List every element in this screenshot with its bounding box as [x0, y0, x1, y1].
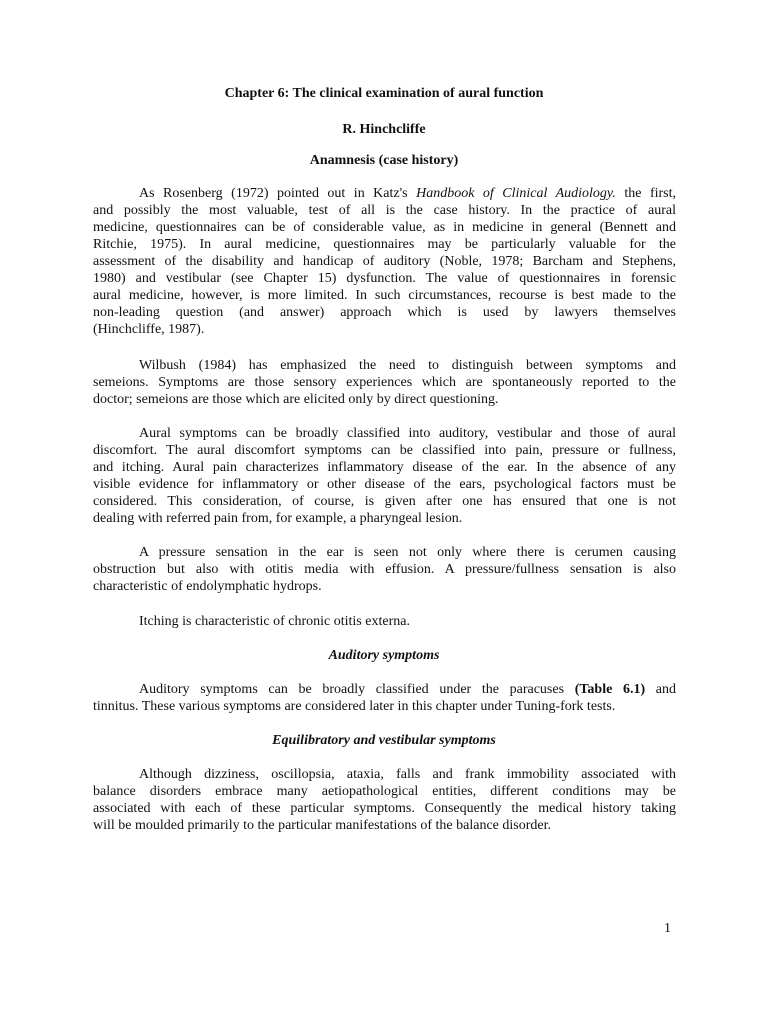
paragraph-2-line-2: semeions. Symptoms are those sensory experiences which are spontaneously reported to the — [93, 375, 676, 390]
paragraph-3-line-2: discomfort. The aural discomfort symptoms can be classified into pain, pressure or fullness, — [93, 443, 676, 458]
paragraph-7-line-4: will be moulded primarily to the particular manifestations of the balance disorder. — [93, 818, 551, 833]
paragraph-7 — [93, 766, 676, 834]
paragraph-3-line-6: dealing with referred pain from, for example, a pharyngeal lesion. — [93, 511, 463, 526]
paragraph-2 — [93, 357, 676, 408]
paragraph-3-line-5: considered. This consideration, of course, is given after one has ensured that one is not — [93, 494, 676, 509]
author-name: R. Hinchcliffe — [342, 122, 426, 137]
book-title: Handbook of Clinical Audiology. — [416, 186, 616, 201]
paragraph-7-line-2: balance disorders embrace many aetiopathological entities, different conditions may be — [93, 784, 676, 799]
paragraph-1-line-1: As Rosenberg (1972) pointed out in Katz's Handbook of Clinical Audiology. the first, — [139, 186, 676, 201]
paragraph-7-line-3: associated with each of these particular symptoms. Consequently the medical history taking — [93, 801, 676, 816]
paragraph-3 — [93, 425, 676, 527]
paragraph-5: Itching is characteristic of chronic otitis externa. — [139, 614, 410, 629]
paragraph-1-line-7: aural medicine, however, is more limited. In such circumstances, recourse is best made to the — [93, 288, 676, 303]
section-heading-auditory: Auditory symptoms — [328, 648, 440, 663]
paragraph-4-line-1: A pressure sensation in the ear is seen not only where there is cerumen causing — [139, 545, 676, 560]
paragraph-1 — [93, 185, 676, 338]
paragraph-4 — [93, 544, 676, 595]
table-reference: (Table 6.1) — [574, 682, 646, 697]
paragraph-1-line-8: non-leading question (and answer) approach which is used by lawyers themselves — [93, 305, 676, 320]
section-heading-equilibratory: Equilibratory and vestibular symptoms — [272, 733, 496, 748]
section-heading-anamnesis: Anamnesis (case history) — [309, 153, 459, 168]
paragraph-1-line-9: (Hinchcliffe, 1987). — [93, 322, 205, 337]
paragraph-6-line-1: Auditory symptoms can be broadly classified under the paracuses (Table 6.1) and — [139, 682, 676, 697]
paragraph-6-line-2: tinnitus. These various symptoms are considered later in this chapter under Tuning-fork tests. — [93, 699, 616, 714]
paragraph-1-line-4: Ritchie, 1975). In aural medicine, questionnaires may be particularly valuable for the — [93, 237, 676, 252]
paragraph-2-line-3: doctor; semeions are those which are elicited only by direct questioning. — [93, 392, 499, 407]
paragraph-3-line-3: and itching. Aural pain characterizes inflammatory disease of the ear. In the absence of any — [93, 460, 676, 475]
paragraph-1-line-2: and possibly the most valuable, test of all is the case history. In the practice of aural — [93, 203, 676, 218]
paragraph-4-line-3: characteristic of endolymphatic hydrops. — [93, 579, 322, 594]
paragraph-1-line-6: 1980) and vestibular (see Chapter 15) dysfunction. The value of questionnaires in forensic — [93, 271, 676, 286]
paragraph-4-line-2: obstruction but also with otitis media with effusion. A pressure/fullness sensation is also — [93, 562, 676, 577]
paragraph-1-line-5: assessment of the disability and handicap of auditory (Noble, 1978; Barcham and Stephens, — [93, 254, 676, 269]
paragraph-1-line-3: medicine, questionnaires can be of considerable value, as in medicine in general (Bennett and — [93, 220, 676, 235]
paragraph-3-line-4: visible evidence for inflammatory or other disease of the ears, psychological factors must be — [93, 477, 676, 492]
paragraph-2-line-1: Wilbush (1984) has emphasized the need to distinguish between symptoms and — [139, 358, 676, 373]
paragraph-3-line-1: Aural symptoms can be broadly classified into auditory, vestibular and those of aural — [139, 426, 676, 441]
paragraph-7-line-1: Although dizziness, oscillopsia, ataxia, falls and frank immobility associated with — [139, 767, 676, 782]
paragraph-6 — [93, 681, 676, 715]
page-number: 1 — [664, 921, 671, 936]
chapter-title: Chapter 6: The clinical examination of aural function — [224, 86, 544, 101]
